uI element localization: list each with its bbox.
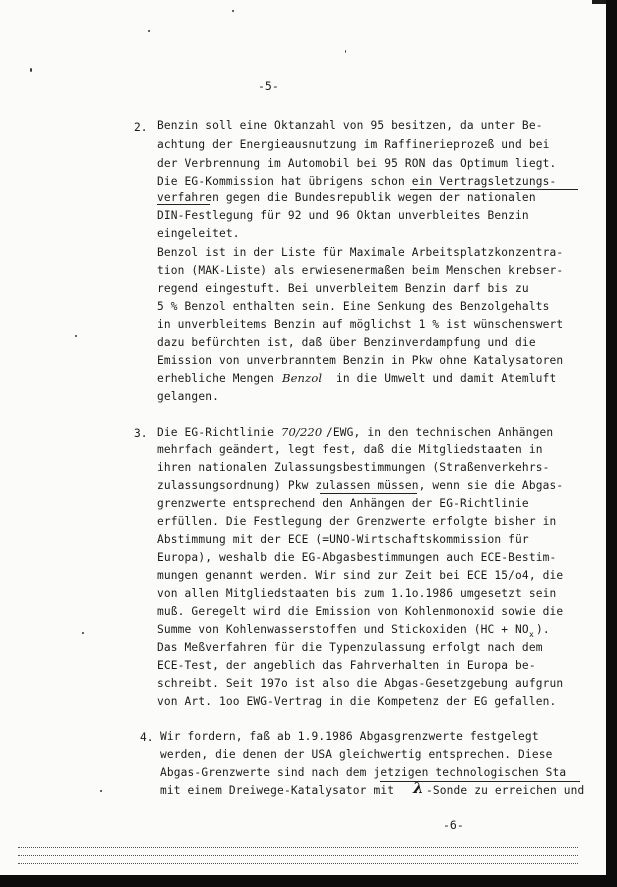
paragraph-line: DIN-Festlegung für 92 und 96 Oktan unverbleites Benzin <box>157 209 529 222</box>
scan-edge-right <box>606 0 617 887</box>
nox-subscript: x <box>529 630 534 639</box>
paragraph-line: der Verbrennung im Automobil bei 95 RON das Optimum liegt. <box>157 157 557 170</box>
list-item-number: 2. <box>134 121 148 134</box>
paragraph-line: dazu befürchten ist, daß über Benzinverdampfung und die <box>157 336 536 349</box>
scan-speck <box>232 10 234 12</box>
paragraph-line: /EWG, in den technischen Anhängen <box>326 426 554 439</box>
paragraph-line: erhebliche Mengen <box>157 372 275 385</box>
paragraph-line: von allen Mitgliedstaaten bis zum 1.1o.1986 umgesetzt sein <box>157 587 557 600</box>
underline <box>410 189 578 190</box>
paragraph-line: mungen genannt werden. Wir sind zur Zeit bei ECE 15/o4, die <box>157 569 564 582</box>
scan-speck <box>30 68 32 72</box>
underline <box>157 204 210 205</box>
scan-edge-bottom <box>0 875 617 887</box>
paragraph-line: Benzol ist in der Liste für Maximale Arbeitsplatzkonzentra- <box>157 246 564 259</box>
paragraph-line: schreibt. Seit 197o ist also die Abgas-Gesetzgebung aufgrun <box>157 677 564 690</box>
lambda-symbol: λ <box>413 779 424 797</box>
paragraph-line: ihren nationalen Zulassungsbestimmungen (Straßenverkehrs- <box>157 461 550 474</box>
paragraph-line: Abstimmung mit der ECE (=UNO-Wirtschaftskommission für <box>157 533 529 546</box>
paragraph-line: -Sonde zu erreichen und <box>426 784 585 797</box>
paragraph-line: mit einem Dreiwege-Katalysator mit <box>160 784 395 797</box>
paragraph-line: Das Meßverfahren für die Typenzulassung erfolgt nach dem <box>157 641 543 654</box>
paragraph-line: Europa), weshalb die EG-Abgasbestimmungen auch ECE-Bestim- <box>157 551 557 564</box>
paragraph-line: Wir fordern, faß ab 1.9.1986 Abgasgrenzwerte festgelegt <box>160 730 539 743</box>
scan-edge-top-corner <box>592 0 606 4</box>
paragraph-line: werden, die denen der USA gleichwertig entsprechen. Diese <box>160 748 553 761</box>
paragraph-line: Die EG-Richtlinie <box>157 426 275 439</box>
paragraph-line: Abgas-Grenzwerte sind nach dem jetzigen technologischen Sta <box>160 766 567 779</box>
paragraph-line: achtung der Energieausnutzung im Raffinerieprozeß und bei <box>157 138 550 151</box>
next-page-marker: -6- <box>443 818 464 832</box>
scan-speck <box>100 790 102 792</box>
underline <box>320 493 417 494</box>
scan-speck <box>148 30 150 32</box>
scan-dotted-line <box>18 863 578 864</box>
paragraph-line: eingeleitet. <box>157 227 240 240</box>
paragraph-line: mehrfach geändert, legt fest, daß die Mitgliedstaaten in <box>157 443 543 456</box>
paragraph-line: von Art. 1oo EWG-Vertrag in die Kompetenz der EG gefallen. <box>157 695 557 708</box>
paragraph-line: gelangen. <box>157 390 219 403</box>
paragraph-line: verfahren gegen die Bundesrepublik wegen der nationalen <box>157 191 536 204</box>
paragraph-line: Benzin soll eine Oktanzahl von 95 besitzen, da unter Be- <box>157 119 543 132</box>
scan-speck <box>345 50 346 53</box>
paragraph-line: 5 % Benzol enthalten sein. Eine Senkung des Benzolgehalts <box>157 300 550 313</box>
list-item-number: 3. <box>134 427 148 440</box>
scan-speck <box>75 335 77 337</box>
paragraph-line: grenzwerte entsprechend den Anhängen der EG-Richtlinie <box>157 497 529 510</box>
paragraph-line: Summe von Kohlenwasserstoffen und Stickoxiden (HC + NO <box>157 623 529 636</box>
scan-dotted-line <box>18 847 578 848</box>
nox-close: ). <box>536 623 550 636</box>
paragraph-line: ECE-Test, der angeblich das Fahrverhalten in Europa be- <box>157 659 536 672</box>
underline <box>380 781 580 782</box>
paragraph-line: Die EG-Kommission hat übrigens schon ein Vertragsletzungs- <box>157 175 557 188</box>
handwritten-insert: 70/220 <box>281 425 323 439</box>
paragraph-line: in unverbleitems Benzin auf möglichst 1 % ist wünschenswert <box>157 318 564 331</box>
paragraph-line: zulassungsordnung) Pkw zulassen müssen, wenn sie die Abgas- <box>157 479 564 492</box>
paragraph-line: tion (MAK-Liste) als erwiesenermaßen beim Menschen krebser- <box>157 264 564 277</box>
paragraph-line: muß. Geregelt wird die Emission von Kohlenmonoxid sowie die <box>157 605 564 618</box>
list-item-number: 4. <box>140 731 154 744</box>
paragraph-line: in die Umwelt und damit Atemluft <box>336 372 557 385</box>
paragraph-line: erfüllen. Die Festlegung der Grenzwerte erfolgte bisher in <box>157 515 557 528</box>
paragraph-line: Emission von unverbranntem Benzin in Pkw ohne Katalysatoren <box>157 354 564 367</box>
scan-dotted-line <box>18 855 578 856</box>
page-number: -5- <box>258 79 279 93</box>
handwritten-insert: Benzol <box>282 371 323 385</box>
paragraph-line: regend eingestuft. Bei unverbleitem Benzin darf bis zu <box>157 282 529 295</box>
scan-speck <box>82 632 84 634</box>
